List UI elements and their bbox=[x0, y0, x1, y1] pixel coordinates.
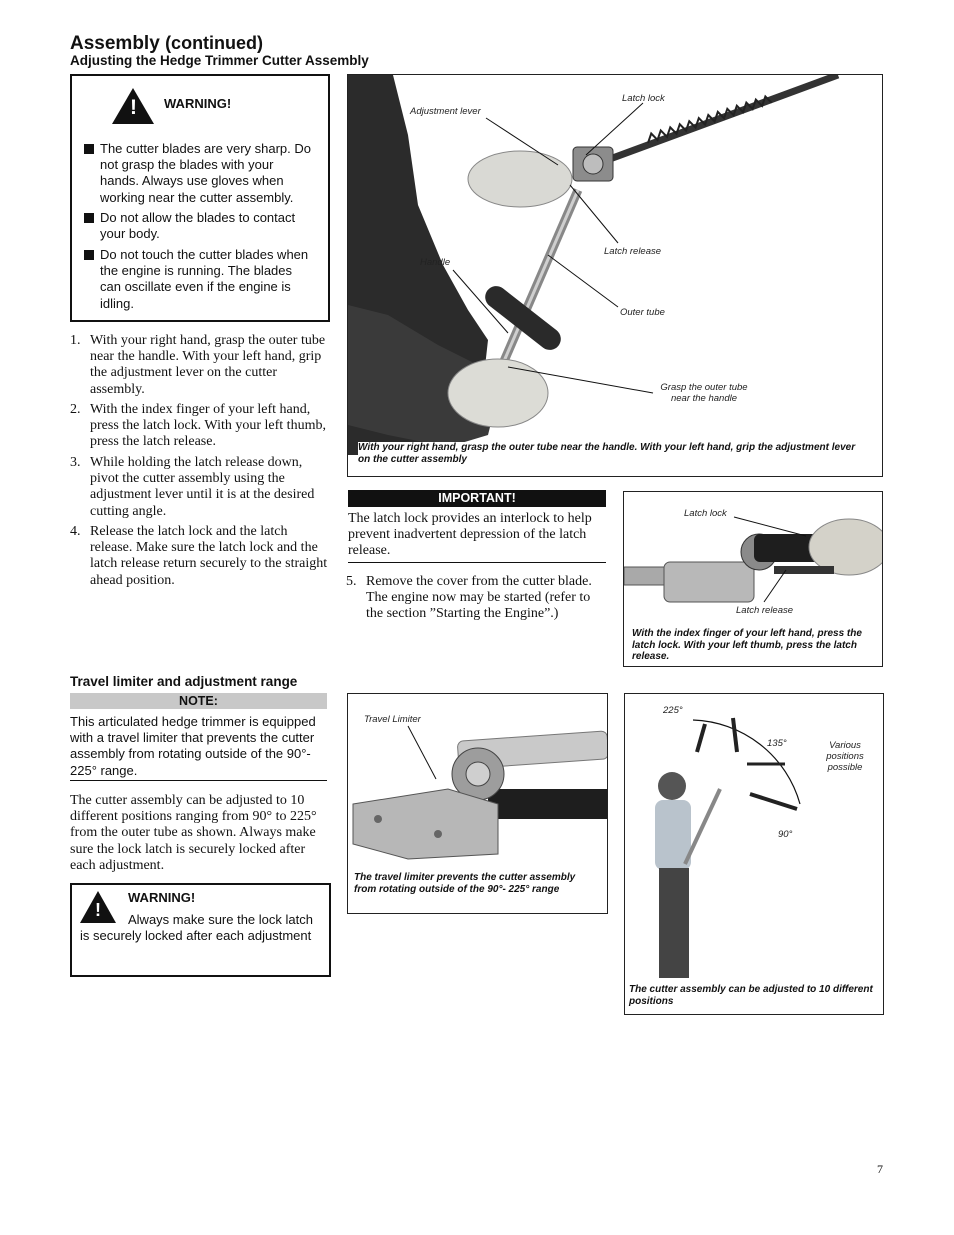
travel-body-text: The cutter assembly can be adjusted to 10 different positions ranging from 90° to 225° from the outer tube as shown. Always make sure the lock latch is securely locked after each adjustment. bbox=[70, 793, 317, 873]
label-outer-tube: Outer tube bbox=[620, 307, 665, 318]
section-subtitle: Adjusting the Hedge Trimmer Cutter Assembly bbox=[70, 53, 369, 68]
title-suffix: (continued) bbox=[165, 33, 264, 53]
figure-latch bbox=[623, 491, 883, 667]
warning-box bbox=[70, 883, 331, 977]
step-item: 5. Remove the cover from the cutter blade. The engine now may be started (refer to the section ”Starting the Engine”.) bbox=[346, 574, 592, 622]
label-135-degrees: 135° bbox=[767, 738, 787, 749]
warning-box bbox=[70, 74, 330, 322]
figure-caption: With your right hand, grasp the outer tube near the handle. With your left hand, grip the adjustment lever on the cutter assembly bbox=[358, 442, 858, 465]
figure-positions bbox=[624, 693, 884, 1015]
label-latch-release: Latch release bbox=[736, 605, 794, 616]
label-handle: Handle bbox=[420, 257, 451, 268]
label-travel-limiter: Travel Limiter bbox=[364, 714, 421, 725]
important-header: IMPORTANT! bbox=[348, 490, 606, 507]
label-grasp-outer-tube: Grasp the outer tube near the handle bbox=[660, 382, 748, 404]
warning-bullet: The cutter blades are very sharp. Do not grasp the blades with your hands. Always use gloves when working near the cutter assembly. bbox=[84, 141, 314, 206]
bullet-square-icon bbox=[84, 144, 94, 154]
bullet-square-icon bbox=[84, 250, 94, 260]
warning-triangle-icon: ! bbox=[112, 88, 154, 124]
page-title bbox=[70, 33, 263, 55]
page-number: 7 bbox=[877, 1162, 883, 1176]
label-adjustment-lever: Adjustment lever bbox=[410, 106, 481, 117]
warning-bullet: Do not allow the blades to contact your body. bbox=[84, 210, 314, 242]
section-heading-travel: Travel limiter and adjustment range bbox=[70, 674, 298, 689]
label-latch-lock: Latch lock bbox=[622, 93, 665, 104]
warning-title: WARNING! bbox=[164, 96, 232, 111]
label-various-positions: Various positions possible bbox=[826, 740, 864, 773]
divider bbox=[70, 780, 327, 781]
label-225-degrees: 225° bbox=[663, 705, 683, 716]
label-latch-release: Latch release bbox=[604, 246, 662, 257]
step-item: 3. While holding the latch release down, pivot the cutter assembly using the adjustment lever until it is at the desired cutting angle. bbox=[70, 455, 315, 519]
bullet-square-icon bbox=[84, 213, 94, 223]
photo-person-holding-trimmer bbox=[348, 75, 883, 477]
warning-title: WARNING! bbox=[128, 890, 196, 905]
title-main: Assembly bbox=[70, 33, 160, 54]
figure-adjusting-cutter bbox=[347, 74, 883, 477]
label-90-degrees: 90° bbox=[778, 829, 793, 840]
note-text: This articulated hedge trimmer is equipped with a travel limiter that prevents the cutter assembly from rotating outside of the 90°- 225° range. bbox=[70, 714, 316, 778]
note-header: NOTE: bbox=[70, 693, 327, 709]
label-latch-lock: Latch lock bbox=[684, 508, 727, 519]
step-item: 2. With the index finger of your left hand, press the latch lock. With your left thumb, press the latch release. bbox=[70, 402, 326, 450]
step-item: 1. With your right hand, grasp the outer tube near the handle. With your left hand, grip the adjustment lever on the cutter assembly. bbox=[70, 333, 326, 397]
warning-text: Always make sure the lock latch is securely locked after each adjustment bbox=[80, 912, 313, 944]
figure-caption: The cutter assembly can be adjusted to 10 different positions bbox=[629, 984, 873, 1007]
warning-bullet: Do not touch the cutter blades when the engine is running. The blades can oscillate even if the engine is idling. bbox=[84, 247, 314, 312]
warning-triangle-icon: ! bbox=[80, 891, 116, 923]
step-item: 4. Release the latch lock and the latch release. Make sure the latch lock and the latch release return securely to the straight ahead position. bbox=[70, 524, 328, 588]
important-text: The latch lock provides an interlock to help prevent inadvertent depression of the latch release. bbox=[348, 511, 592, 559]
divider bbox=[348, 562, 606, 563]
figure-caption: With the index finger of your left hand, press the latch lock. With your left thumb, press the latch release. bbox=[632, 628, 862, 662]
figure-travel-limiter bbox=[347, 693, 608, 914]
figure-caption: The travel limiter prevents the cutter assembly from rotating outside of the 90°- 225° range bbox=[354, 872, 576, 895]
